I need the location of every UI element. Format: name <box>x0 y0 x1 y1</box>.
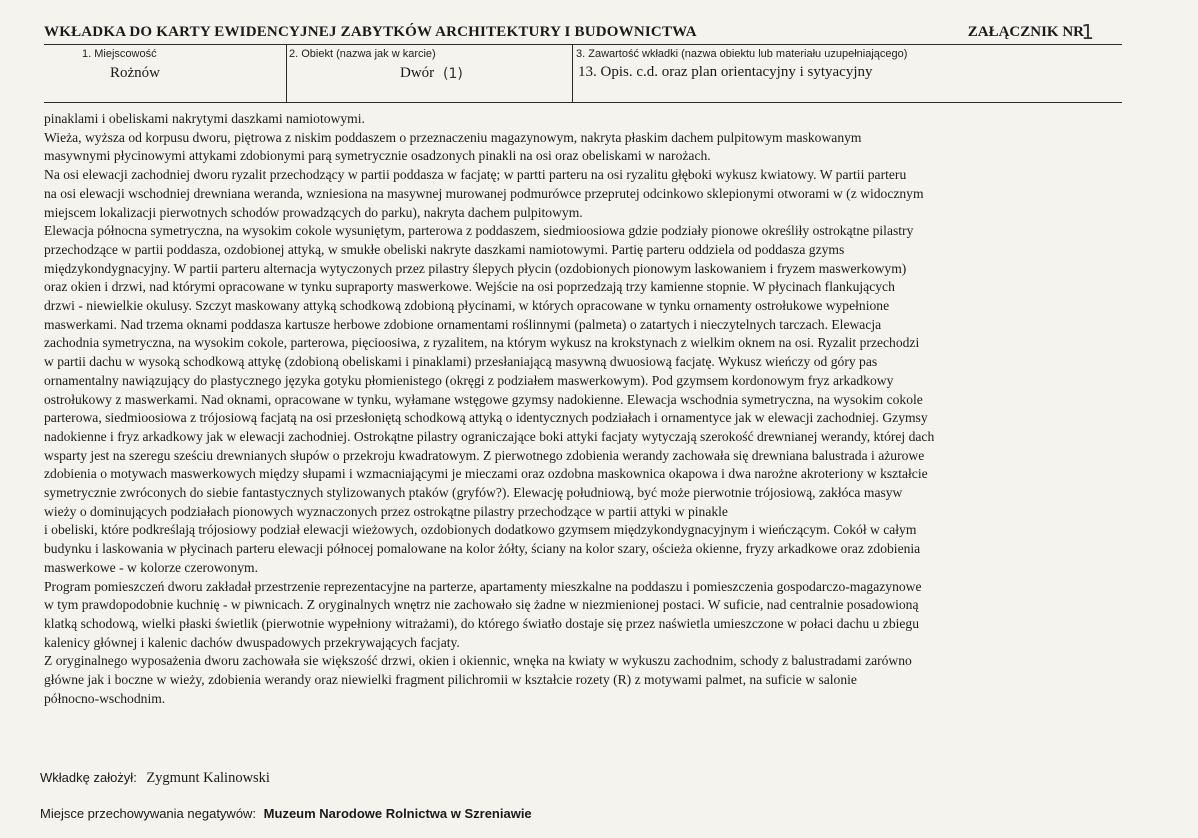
body-line: masywnymi płycinowymi attykami zdobionymi parą symetrycznie osadzonych pinakli na osi oraz obeliskami w narożach. <box>44 148 711 164</box>
body-line: zdobienia o motywach maswerkowych między słupami i wzmacniającymi je mieczami oraz ozdobna maskownica okapowa i dwa narożne akroteriony w kształcie <box>44 466 928 482</box>
object-value: Dwór <box>400 65 435 81</box>
body-line: w tym prawdopodobnie kuchnię - w piwnicach. Z oryginalnych wnętrz nie zachowało się żadne w niezmienionej postaci. W suficie, nad centralnie posadowioną <box>44 597 919 613</box>
author-value: Zygmunt Kalinowski <box>146 770 270 786</box>
field-divider-2 <box>572 44 573 102</box>
body-line: wsparty jest na szeregu sześciu drewnianych słupów o przekroju kwadratowym. Z pierwotnego zdobienia werandy zachowała się drewniana balustrada i ażurowe <box>44 447 925 463</box>
locality-value: Rożnów <box>110 65 160 81</box>
body-line: wieży o dominujących podziałach pionowych wyznaczonych przez ostrokątne pilastry przechodzące w partii attyki w pinakle <box>44 503 728 519</box>
annex-number: 1 <box>1081 20 1094 44</box>
body-line: budynku i laskowania w płycinach parteru elewacji północej pomalowane na kolor żółty, ściany na kolor szary, ościeża okienne, fryzy arkadkowe oraz zdobienia <box>44 541 921 557</box>
negatives-label: Miejsce przechowywania negatywów: <box>40 806 257 821</box>
body-line: główne jak i boczne w wieży, zdobienia werandy oraz niewielki fragment pilichromii w kształcie rozety (R) z motywami palmet, na suficie w salonie <box>44 672 857 688</box>
body-line: klatką schodową, wielki płaski świetlik (pierwotnie wypełniony witrażami), do którego światło dostaje się przez naświetla umieszczone w połaci dachu u zbiegu <box>44 615 920 631</box>
document-header <box>44 20 1122 44</box>
body-line: parterowa, siedmioosiowa z trójosiową facjatą na osi przesłoniętą schodkową attyką o identycznych podziałach i ornamentyce jak w elewacji zachodniej. Gzymsy <box>44 410 928 426</box>
body-line: w partii dachu w wysoką schodkową attykę (zdobioną obeliskami i pinaklami) przesłaniającą masywną dwuosiową facjatę. Wykusz wieńczy od góry pas <box>44 354 878 370</box>
body-line: ornamentalny nawiązujący do plastycznego języka gotyku płomienistego (okręgi z podziałem maswerkowym). Pod gzymsem kordonowym fryz arkadkowy <box>44 372 894 388</box>
object-annotation: (1) <box>443 66 463 82</box>
body-line: północno-wschodnim. <box>44 690 166 706</box>
body-line: Wieża, wyższa od korpusu dworu, piętrowa z niskim poddaszem o przeznaczeniu magazynowym, nakryta płaskim dachem pulpitowym maskowanym <box>44 129 862 145</box>
body-line: miejscem lokalizacji pierwotnych schodów prowadzących do parku), nakryta dachem pulpitowym. <box>44 204 583 220</box>
body-line: maswerkami. Nad trzema oknami poddasza kartusze herbowe zdobione ornamentami roślinnymi (palmeta) o zatartych i nieczytelnych tarczach. Elewacja <box>44 316 882 332</box>
body-line: maswerkowe - w kolorze czerowonym. <box>44 559 259 575</box>
body-line: Program pomieszczeń dworu zakładał przestrzenie reprezentacyjne na parterze, apartamenty mieszkalne na poddaszu i pomieszczenia gospodarczo-magazynowe <box>44 578 922 594</box>
body-line: przechodzące w partii poddasza, ozdobionej attyką, w smukłe obeliski nakryte daszkami namiotowymi. Partię parteru oddziela od poddasza gzyms <box>44 241 845 257</box>
author-line <box>40 770 270 787</box>
body-line: drzwi - niewielkie okulusy. Szczyt maskowany attyką schodkową zdobioną płycinami, w których opracowane w tynku ornamenty ostrołukowe wypełnione <box>44 298 890 314</box>
contents-label: 3. Zawartość wkładki (nazwa obiektu lub materiału uzupełniającego) <box>576 48 908 60</box>
description-body <box>44 110 1130 709</box>
body-line: Elewacja północna symetryczna, na wysokim cokole wysuniętym, parterowa z poddaszem, siedmioosiowa gdzie podziały pionowe określiły ostrokątne pilastry <box>44 223 914 239</box>
body-line: symetrycznie zwróconych do siebie fantastycznych stylizowanych ptaków (gryfów?). Elewację południową, być może pierwotnie trójosiową, zakłóca masyw <box>44 485 903 501</box>
body-line: Z oryginalnego wyposażenia dworu zachowała sie większość drzwi, okien i okiennic, wnęka na kwiaty w wykuszu zachodnim, schody z balustradami zarówno <box>44 653 912 669</box>
body-line: pinaklami i obeliskami nakrytymi daszkami namiotowymi. <box>44 111 365 126</box>
body-line: międzykondygnacyjny. W partii parteru alternacja wytyczonych przez pilastry ślepych płycin (ozdobionych pionowym laskowaniem i fryzem maswerkowym) <box>44 260 907 276</box>
body-line: zachodnia symetryczna, na wysokim cokole, parterowa, pięcioosiwa, z ryzalitem, na którym wykusz na krokstynach z wielkim oknem na osi. Ryzalit przechodzi <box>44 335 920 351</box>
fields-bottom-rule <box>44 102 1122 103</box>
negatives-value: Muzeum Narodowe Rolnictwa w Szreniawie <box>263 806 532 821</box>
document-title: WKŁADKA DO KARTY EWIDENCYJNEJ ZABYTKÓW ARCHITEKTURY I BUDOWNICTWA <box>44 24 697 40</box>
field-divider-1 <box>286 44 287 102</box>
body-line: oraz okien i drzwi, nad którymi opracowane w tynku supraporty maswerkowe. Wejście na osi poprzedzają trzy kamienne stopnie. W płycinach flankujących <box>44 279 895 295</box>
locality-label: 1. Miejscowość <box>82 48 157 60</box>
annex-label: ZAŁĄCZNIK NR <box>967 24 1084 40</box>
body-line: ostrołukowy z maswerkami. Nad oknami, opracowane w tynku, wyłamane wstęgowe gzymsy nadokienne. Elewacja wschodnia symetryczna, na wysokim cokole <box>44 391 923 407</box>
body-line: Na osi elewacji zachodniej dworu ryzalit przechodzący w partii poddasza w facjatę; w partti parteru na osi ryzalitu głęboki wykusz kwiatowy. W partii parteru <box>44 167 907 183</box>
body-line: kalenicy głównej i kalenic dachów dwuspadowych przekrywających facjaty. <box>44 634 460 650</box>
negatives-line <box>40 806 532 821</box>
header-rule <box>44 44 1122 45</box>
body-line: na osi elewacji wschodniej drewniana weranda, wzniesiona na masywnej murowanej podmurówce przeprutej odcinkowo sklepionymi otworami w (z widocznym <box>44 185 924 201</box>
object-label: 2. Obiekt (nazwa jak w karcie) <box>289 48 436 60</box>
contents-value: 13. Opis. c.d. oraz plan orientacyjny i sytyacyjny <box>578 64 873 80</box>
body-line: nadokienne i fryz arkadkowy jak w elewacji zachodniej. Ostrokątne pilastry ograniczające boki attyki facjaty wytyczają szerokość drewnianej werandy, której dach <box>44 428 935 444</box>
body-line: i obeliski, które podkreślają trójosiowy podział elewacji wieżowych, ozdobionych dodatkowo gzymsem międzykondygnacyjnym i wieńczącym. Cokół w całym <box>44 522 917 538</box>
author-label: Wkładkę założył: <box>40 770 137 785</box>
